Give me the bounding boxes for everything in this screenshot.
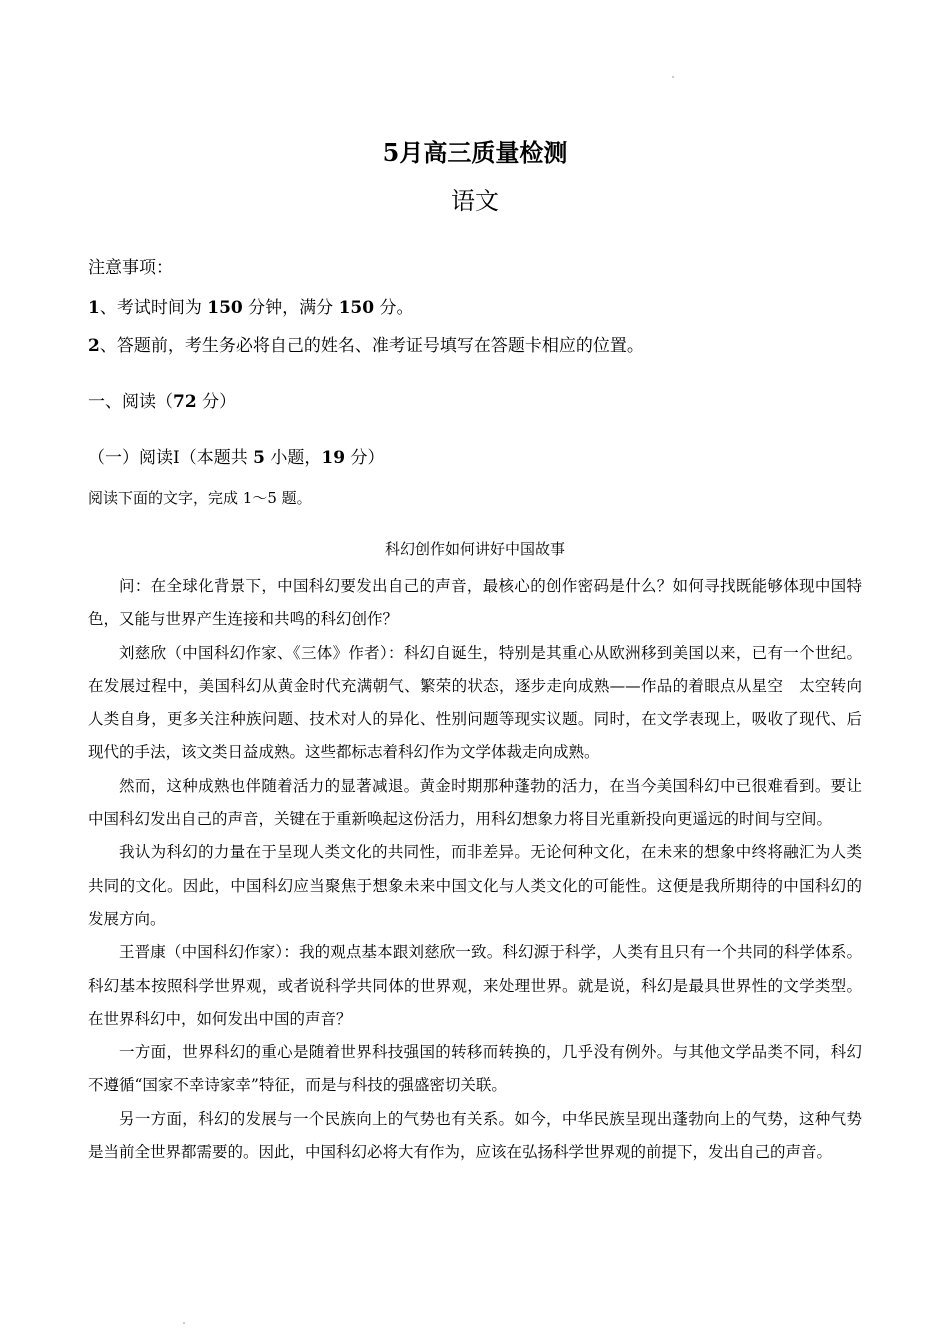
notice-text: 分钟，满分 <box>242 298 339 318</box>
article-paragraph: 问：在全球化背景下，中国科幻要发出自己的声音，最核心的创作密码是什么？如何寻找既能够体现中国特色，又能与世界产生连接和共鸣的科幻创作？ <box>88 577 862 629</box>
notice-item-number: 1 <box>88 298 100 318</box>
subsection-score: 19 <box>321 448 346 468</box>
article-paragraph: 刘慈欣（中国科幻作家、《三体》作者）：科幻自诞生，特别是其重心从欧洲移到美国以来，已有一个世纪。在发展过程中，美国科幻从黄金时代充满朝气、繁荣的状态，逐步走向成熟——作品的着眼点从星空 太空转向人类自身，更多关注种族问题、技术对人的异化、性别问题等现实议题。同时，在文学表现上，吸收了现代、后现代的手法，该文类日益成熟。这些都标志着科幻作为文学体裁走向成熟。 <box>88 643 862 762</box>
article-paragraph: 一方面，世界科幻的重心是随着世界科技强国的转移而转换的，几乎没有例外。与其他文学品类不同，科幻不遵循“国家不幸诗家幸”特征，而是与科技的强盛密切关联。 <box>88 1043 862 1095</box>
article-paragraph: 我认为科幻的力量在于呈现人类文化的共同性，而非差异。无论何种文化，在未来的想象中终将融汇为人类共同的文化。因此，中国科幻应当聚焦于想象未来中国文化与人类文化的可能性。这便是我所期待的中国科幻的发展方向。 <box>88 843 862 928</box>
article-paragraph: 王晋康（中国科幻作家）：我的观点基本跟刘慈欣一致。科幻源于科学，人类有且只有一个共同的科学体系。科幻基本按照科学世界观，或者说科学共同体的世界观，来处理世界。就是说，科幻是最具世界性的文学类型。在世界科幻中，如何发出中国的声音？ <box>88 943 862 1028</box>
scan-mark <box>672 76 674 78</box>
subsection-text: 分） <box>345 448 385 468</box>
notice-heading: 注意事项： <box>88 258 173 278</box>
notice-text: 、答题前，考生务必将自己的姓名、准考证号填写在答题卡相应的位置。 <box>99 336 644 356</box>
article-paragraph: 然而，这种成熟也伴随着活力的显著减退。黄金时期那种蓬勃的活力，在当今美国科幻中已很难看到。要让中国科幻发出自己的声音，关键在于重新唤起这份活力，用科幻想象力将目光重新投向更遥远的时间与空间。 <box>88 776 862 829</box>
notice-duration: 150 <box>207 298 243 318</box>
notice-text: 、考试时间为 <box>99 298 208 318</box>
section-heading <box>88 390 236 414</box>
reading-instruction: 阅读下面的文字，完成 1～5 题。 <box>88 489 312 507</box>
subsection-heading <box>88 446 384 470</box>
exam-title: 5月高三质量检测 <box>382 138 568 167</box>
notice-score: 150 <box>338 298 375 318</box>
subsection-text: （一）阅读Ⅰ（本题共 <box>88 448 254 468</box>
article-title: 科幻创作如何讲好中国故事 <box>384 540 565 558</box>
section-score: 72 <box>173 392 197 412</box>
exam-subject: 语文 <box>451 187 499 215</box>
scan-mark <box>183 1322 185 1324</box>
subsection-text: 小题， <box>264 448 322 468</box>
notice-item-2 <box>88 334 644 358</box>
article-paragraph: 另一方面，科幻的发展与一个民族向上的气势也有关系。如今，中华民族呈现出蓬勃向上的气势，这种气势是当前全世界都需要的。因此，中国科幻必将大有作为，应该在弘扬科学世界观的前提下，发出自己的声音。 <box>88 1109 862 1162</box>
notice-text: 分。 <box>374 298 414 318</box>
section-text: 一、阅读（ <box>88 392 173 412</box>
article-body <box>88 570 862 1169</box>
notice-item-number: 2 <box>88 336 100 356</box>
question-count: 5 <box>253 448 265 468</box>
notice-item-1 <box>88 296 413 320</box>
section-text: 分） <box>196 392 237 412</box>
